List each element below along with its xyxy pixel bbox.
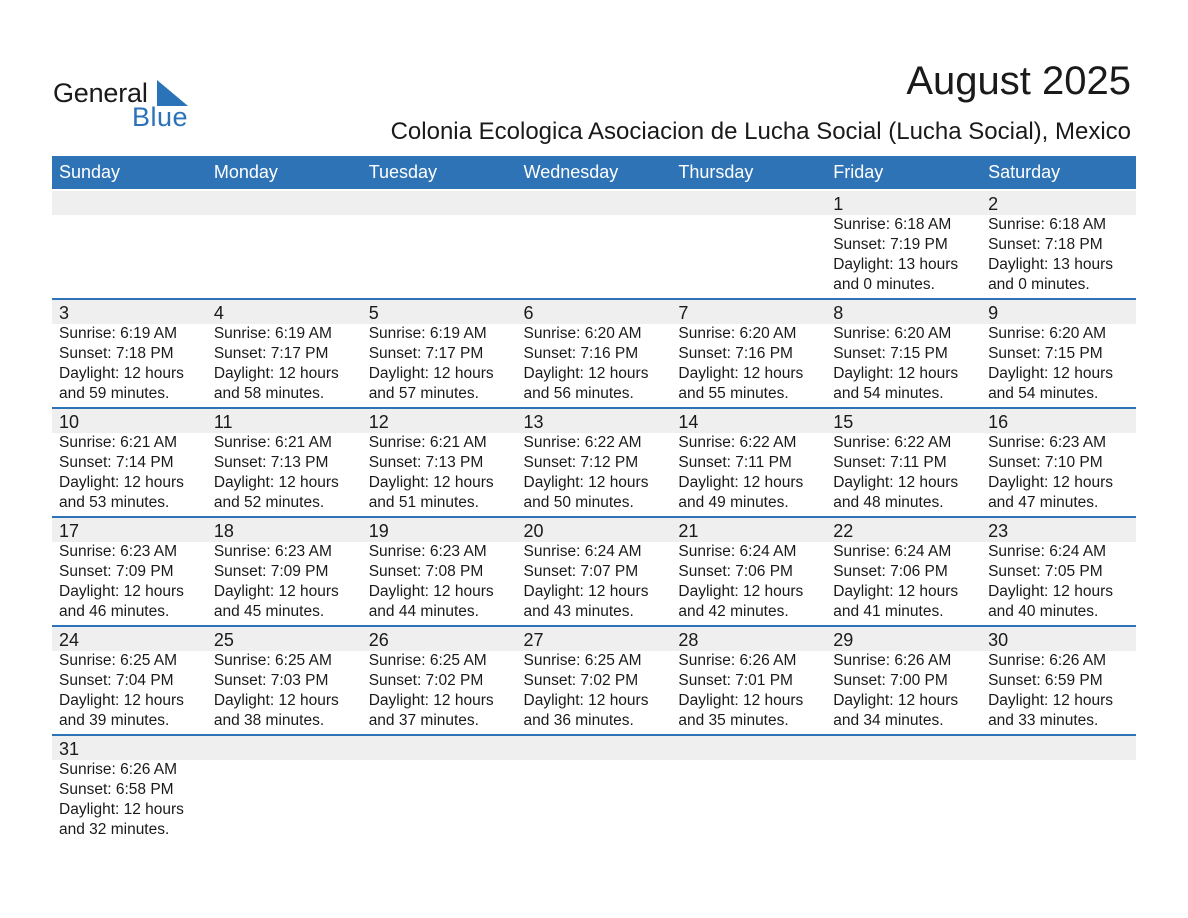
day-daylight: Daylight: 13 hours xyxy=(833,256,959,273)
day-sunrise: Sunrise: 6:19 AM xyxy=(213,325,332,342)
day-cell xyxy=(52,300,207,407)
day-number: 6 xyxy=(523,303,534,323)
weekday-monday: Monday xyxy=(213,162,278,182)
day-minutes: and 56 minutes. xyxy=(523,385,634,402)
day-cell xyxy=(362,409,517,516)
day-sunset: Sunset: 7:02 PM xyxy=(523,672,639,689)
day-sunrise: Sunrise: 6:25 AM xyxy=(368,652,487,669)
day-number: 16 xyxy=(988,412,1009,432)
day-sunrise: Sunrise: 6:24 AM xyxy=(833,543,952,560)
day-cell xyxy=(671,627,826,734)
day-cell xyxy=(981,627,1136,734)
day-minutes: and 33 minutes. xyxy=(988,712,1099,729)
day-sunrise: Sunrise: 6:19 AM xyxy=(368,325,487,342)
day-daylight: Daylight: 12 hours xyxy=(833,583,959,600)
calendar-weeks xyxy=(52,191,1136,843)
empty-day-cell xyxy=(362,736,517,843)
day-minutes: and 34 minutes. xyxy=(833,712,944,729)
day-sunrise: Sunrise: 6:23 AM xyxy=(988,434,1107,451)
day-number: 19 xyxy=(368,521,389,541)
day-sunset: Sunset: 7:10 PM xyxy=(988,454,1103,471)
logo xyxy=(53,78,193,130)
day-sunset: Sunset: 7:01 PM xyxy=(678,672,793,689)
day-number: 31 xyxy=(59,739,80,759)
day-minutes: and 54 minutes. xyxy=(988,385,1099,402)
day-sunset: Sunset: 7:16 PM xyxy=(678,345,793,362)
day-daylight: Daylight: 12 hours xyxy=(988,583,1113,600)
day-daylight: Daylight: 12 hours xyxy=(59,365,184,382)
weekday-tuesday: Tuesday xyxy=(368,162,438,182)
day-number: 13 xyxy=(523,412,544,432)
day-number: 29 xyxy=(833,630,854,650)
day-minutes: and 48 minutes. xyxy=(833,494,944,511)
day-minutes: and 41 minutes. xyxy=(833,603,944,620)
day-minutes: and 43 minutes. xyxy=(523,603,634,620)
day-sunrise: Sunrise: 6:25 AM xyxy=(213,652,332,669)
day-sunrise: Sunrise: 6:20 AM xyxy=(523,325,642,342)
day-sunset: Sunset: 6:59 PM xyxy=(988,672,1103,689)
day-daylight: Daylight: 12 hours xyxy=(988,474,1113,491)
weekday-friday: Friday xyxy=(833,162,884,182)
location-subtitle: Colonia Ecologica Asociacion de Lucha Social (Lucha Social), Mexico xyxy=(390,118,1131,145)
day-minutes: and 59 minutes. xyxy=(59,385,170,402)
day-cell xyxy=(362,300,517,407)
day-number: 7 xyxy=(678,303,689,323)
day-cell xyxy=(517,300,672,407)
day-daylight: Daylight: 12 hours xyxy=(523,365,649,382)
day-number: 8 xyxy=(833,303,844,323)
day-minutes: and 54 minutes. xyxy=(833,385,944,402)
day-number: 14 xyxy=(678,412,699,432)
day-minutes: and 44 minutes. xyxy=(368,603,479,620)
day-cell xyxy=(826,191,981,298)
day-cell xyxy=(826,518,981,625)
empty-day-cell xyxy=(52,191,207,298)
day-sunrise: Sunrise: 6:26 AM xyxy=(678,652,797,669)
day-cell xyxy=(52,518,207,625)
day-cell xyxy=(981,518,1136,625)
day-sunset: Sunset: 7:06 PM xyxy=(678,563,793,580)
day-daylight: Daylight: 12 hours xyxy=(523,692,649,709)
day-number: 22 xyxy=(833,521,854,541)
empty-day-cell xyxy=(981,736,1136,843)
day-daylight: Daylight: 12 hours xyxy=(368,474,494,491)
day-number: 18 xyxy=(213,521,234,541)
day-minutes: and 46 minutes. xyxy=(59,603,170,620)
day-sunrise: Sunrise: 6:18 AM xyxy=(988,216,1107,233)
day-sunrise: Sunrise: 6:21 AM xyxy=(213,434,332,451)
day-number: 10 xyxy=(59,412,80,432)
day-number: 20 xyxy=(523,521,544,541)
week-row xyxy=(52,736,1136,843)
day-sunset: Sunset: 6:58 PM xyxy=(59,781,174,798)
day-sunset: Sunset: 7:03 PM xyxy=(213,672,329,689)
day-sunset: Sunset: 7:00 PM xyxy=(833,672,948,689)
day-sunrise: Sunrise: 6:20 AM xyxy=(988,325,1107,342)
day-cell xyxy=(207,627,362,734)
day-daylight: Daylight: 12 hours xyxy=(523,583,649,600)
day-cell xyxy=(671,518,826,625)
day-number: 24 xyxy=(59,630,80,650)
day-minutes: and 58 minutes. xyxy=(213,385,325,402)
day-cell xyxy=(671,409,826,516)
day-sunset: Sunset: 7:12 PM xyxy=(523,454,639,471)
day-number: 9 xyxy=(988,303,999,323)
day-minutes: and 0 minutes. xyxy=(833,276,935,293)
day-number: 4 xyxy=(213,303,224,323)
day-number: 26 xyxy=(368,630,389,650)
empty-day-cell xyxy=(517,736,672,843)
day-daylight: Daylight: 12 hours xyxy=(678,474,804,491)
day-daylight: Daylight: 12 hours xyxy=(59,474,184,491)
day-sunrise: Sunrise: 6:25 AM xyxy=(59,652,178,669)
day-minutes: and 55 minutes. xyxy=(678,385,789,402)
day-sunset: Sunset: 7:05 PM xyxy=(988,563,1103,580)
day-sunset: Sunset: 7:18 PM xyxy=(988,236,1103,253)
weekday-saturday: Saturday xyxy=(988,162,1061,182)
day-daylight: Daylight: 12 hours xyxy=(678,365,804,382)
day-sunset: Sunset: 7:19 PM xyxy=(833,236,948,253)
day-sunset: Sunset: 7:04 PM xyxy=(59,672,174,689)
day-cell xyxy=(207,300,362,407)
day-minutes: and 39 minutes. xyxy=(59,712,170,729)
day-number: 5 xyxy=(368,303,379,323)
day-cell xyxy=(517,409,672,516)
day-minutes: and 36 minutes. xyxy=(523,712,634,729)
empty-day-cell xyxy=(826,736,981,843)
week-row xyxy=(52,191,1136,300)
week-row xyxy=(52,409,1136,518)
empty-day-cell xyxy=(671,191,826,298)
day-cell xyxy=(826,627,981,734)
day-sunset: Sunset: 7:11 PM xyxy=(833,454,947,471)
day-cell xyxy=(52,409,207,516)
day-daylight: Daylight: 12 hours xyxy=(368,583,494,600)
day-sunset: Sunset: 7:13 PM xyxy=(213,454,329,471)
day-daylight: Daylight: 12 hours xyxy=(988,365,1113,382)
day-minutes: and 52 minutes. xyxy=(213,494,325,511)
day-sunset: Sunset: 7:09 PM xyxy=(59,563,174,580)
day-sunset: Sunset: 7:13 PM xyxy=(368,454,484,471)
day-number: 2 xyxy=(988,194,999,214)
day-cell xyxy=(517,627,672,734)
day-cell xyxy=(826,409,981,516)
day-daylight: Daylight: 12 hours xyxy=(833,474,959,491)
day-daylight: Daylight: 12 hours xyxy=(213,474,339,491)
day-sunrise: Sunrise: 6:24 AM xyxy=(678,543,797,560)
day-sunset: Sunset: 7:02 PM xyxy=(368,672,484,689)
day-sunrise: Sunrise: 6:23 AM xyxy=(59,543,178,560)
day-daylight: Daylight: 12 hours xyxy=(59,692,184,709)
day-sunset: Sunset: 7:17 PM xyxy=(368,345,484,362)
day-minutes: and 57 minutes. xyxy=(368,385,479,402)
day-cell xyxy=(207,409,362,516)
day-daylight: Daylight: 12 hours xyxy=(213,583,339,600)
empty-day-cell xyxy=(207,736,362,843)
day-sunset: Sunset: 7:11 PM xyxy=(678,454,792,471)
empty-day-cell xyxy=(671,736,826,843)
day-cell xyxy=(362,518,517,625)
day-minutes: and 49 minutes. xyxy=(678,494,789,511)
calendar-grid xyxy=(52,156,1136,843)
day-minutes: and 40 minutes. xyxy=(988,603,1099,620)
day-sunrise: Sunrise: 6:22 AM xyxy=(523,434,642,451)
day-number: 3 xyxy=(59,303,70,323)
weekday-sunday: Sunday xyxy=(59,162,121,182)
day-sunrise: Sunrise: 6:21 AM xyxy=(368,434,487,451)
day-sunrise: Sunrise: 6:25 AM xyxy=(523,652,642,669)
weekday-wednesday: Wednesday xyxy=(523,162,619,182)
day-minutes: and 38 minutes. xyxy=(213,712,325,729)
day-number: 30 xyxy=(988,630,1009,650)
day-sunrise: Sunrise: 6:26 AM xyxy=(988,652,1107,669)
day-sunset: Sunset: 7:14 PM xyxy=(59,454,174,471)
day-daylight: Daylight: 12 hours xyxy=(213,365,339,382)
day-sunset: Sunset: 7:15 PM xyxy=(988,345,1103,362)
day-number: 12 xyxy=(368,412,389,432)
day-number: 25 xyxy=(213,630,234,650)
day-sunrise: Sunrise: 6:24 AM xyxy=(523,543,642,560)
day-sunrise: Sunrise: 6:23 AM xyxy=(368,543,487,560)
day-cell xyxy=(981,191,1136,298)
day-sunrise: Sunrise: 6:21 AM xyxy=(59,434,178,451)
logo-word-general: General xyxy=(53,78,148,108)
day-daylight: Daylight: 12 hours xyxy=(678,692,804,709)
day-daylight: Daylight: 12 hours xyxy=(988,692,1113,709)
day-sunset: Sunset: 7:17 PM xyxy=(213,345,329,362)
day-sunrise: Sunrise: 6:22 AM xyxy=(833,434,952,451)
day-number: 28 xyxy=(678,630,699,650)
empty-day-cell xyxy=(362,191,517,298)
day-minutes: and 47 minutes. xyxy=(988,494,1099,511)
day-number: 1 xyxy=(833,194,844,214)
day-cell xyxy=(981,409,1136,516)
day-daylight: Daylight: 12 hours xyxy=(59,801,184,818)
day-sunrise: Sunrise: 6:26 AM xyxy=(59,761,178,778)
day-minutes: and 51 minutes. xyxy=(368,494,479,511)
day-sunrise: Sunrise: 6:18 AM xyxy=(833,216,952,233)
day-minutes: and 37 minutes. xyxy=(368,712,479,729)
day-number: 17 xyxy=(59,521,80,541)
day-sunset: Sunset: 7:16 PM xyxy=(523,345,639,362)
day-number: 11 xyxy=(213,412,233,432)
weekday-header xyxy=(52,156,1136,189)
day-minutes: and 42 minutes. xyxy=(678,603,789,620)
day-sunset: Sunset: 7:08 PM xyxy=(368,563,484,580)
day-cell xyxy=(517,518,672,625)
day-sunset: Sunset: 7:18 PM xyxy=(59,345,174,362)
day-sunset: Sunset: 7:09 PM xyxy=(213,563,329,580)
day-number: 27 xyxy=(523,630,544,650)
day-daylight: Daylight: 12 hours xyxy=(368,692,494,709)
day-sunset: Sunset: 7:06 PM xyxy=(833,563,948,580)
day-daylight: Daylight: 12 hours xyxy=(678,583,804,600)
day-cell xyxy=(981,300,1136,407)
day-number: 15 xyxy=(833,412,854,432)
day-cell xyxy=(671,300,826,407)
day-sunrise: Sunrise: 6:20 AM xyxy=(833,325,952,342)
day-minutes: and 0 minutes. xyxy=(988,276,1090,293)
day-number: 21 xyxy=(678,521,699,541)
day-cell xyxy=(52,627,207,734)
day-sunrise: Sunrise: 6:23 AM xyxy=(213,543,332,560)
day-number: 23 xyxy=(988,521,1009,541)
day-minutes: and 50 minutes. xyxy=(523,494,634,511)
day-sunset: Sunset: 7:15 PM xyxy=(833,345,948,362)
week-row xyxy=(52,627,1136,736)
empty-day-cell xyxy=(207,191,362,298)
day-cell xyxy=(52,736,207,843)
day-daylight: Daylight: 12 hours xyxy=(833,365,959,382)
day-sunrise: Sunrise: 6:20 AM xyxy=(678,325,797,342)
empty-day-cell xyxy=(517,191,672,298)
day-daylight: Daylight: 12 hours xyxy=(833,692,959,709)
day-sunrise: Sunrise: 6:19 AM xyxy=(59,325,178,342)
logo-word-blue: Blue xyxy=(132,102,189,132)
weekday-thursday: Thursday xyxy=(678,162,754,182)
day-cell xyxy=(207,518,362,625)
day-minutes: and 35 minutes. xyxy=(678,712,789,729)
day-daylight: Daylight: 12 hours xyxy=(59,583,184,600)
day-daylight: Daylight: 12 hours xyxy=(368,365,494,382)
day-cell xyxy=(362,627,517,734)
day-daylight: Daylight: 12 hours xyxy=(523,474,649,491)
day-daylight: Daylight: 13 hours xyxy=(988,256,1113,273)
day-daylight: Daylight: 12 hours xyxy=(213,692,339,709)
day-sunrise: Sunrise: 6:26 AM xyxy=(833,652,952,669)
page-title: August 2025 xyxy=(906,59,1131,103)
day-minutes: and 53 minutes. xyxy=(59,494,170,511)
day-sunrise: Sunrise: 6:24 AM xyxy=(988,543,1107,560)
day-sunset: Sunset: 7:07 PM xyxy=(523,563,639,580)
day-sunrise: Sunrise: 6:22 AM xyxy=(678,434,797,451)
week-row xyxy=(52,518,1136,627)
day-cell xyxy=(826,300,981,407)
week-row xyxy=(52,300,1136,409)
day-minutes: and 45 minutes. xyxy=(213,603,325,620)
day-minutes: and 32 minutes. xyxy=(59,821,170,838)
